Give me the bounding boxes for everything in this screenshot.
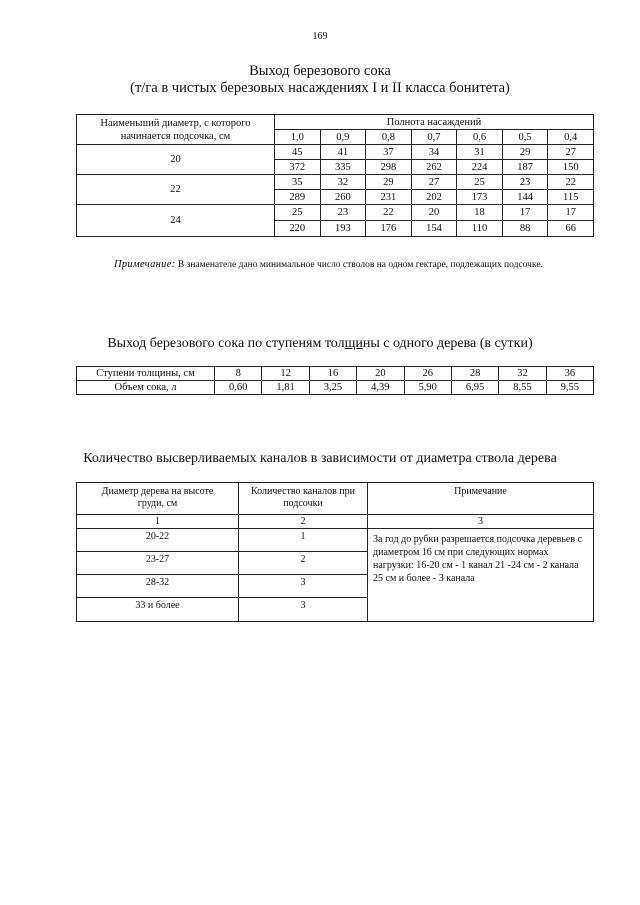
trees-cell: 173 — [457, 190, 503, 205]
volume-cell: 1,81 — [262, 381, 309, 395]
yield-cell: 18 — [457, 205, 503, 221]
col-number: 3 — [368, 515, 594, 529]
volume-cell: 9,55 — [546, 381, 593, 395]
volume-cell: 0,60 — [215, 381, 262, 395]
thickness-cell: 28 — [451, 367, 498, 381]
header-min-diameter: Наименьший диаметр, с которого начинается подсочка, см — [77, 115, 275, 145]
table1-title-line2: (т/га в чистых березовых насаждениях I и II класса бонитета) — [130, 80, 510, 96]
col-number: 1 — [77, 515, 239, 529]
trees-cell: 187 — [502, 160, 548, 175]
table3-title: Количество высверливаемых каналов в зависимости от диаметра ствола дерева — [83, 451, 557, 466]
density-col: 0,5 — [502, 130, 548, 145]
yield-cell: 32 — [320, 175, 366, 190]
trees-cell: 372 — [275, 160, 321, 175]
trees-cell: 231 — [366, 190, 412, 205]
yield-cell: 41 — [320, 145, 366, 160]
note-text: В знаменателе дано минимальное число стволов на одном гектаре, подлежащих подсочке. — [175, 260, 543, 270]
header-note: Примечание — [368, 483, 594, 515]
header-density: Полнота насаждений — [275, 115, 594, 130]
row-label-thickness: Ступени толщины, см — [77, 367, 215, 381]
yield-cell: 23 — [320, 205, 366, 221]
density-col: 1,0 — [275, 130, 321, 145]
trees-cell: 202 — [411, 190, 457, 205]
yield-cell: 45 — [275, 145, 321, 160]
yield-cell: 20 — [411, 205, 457, 221]
yield-cell: 17 — [502, 205, 548, 221]
yield-cell: 25 — [275, 205, 321, 221]
yield-cell: 25 — [457, 175, 503, 190]
yield-cell: 35 — [275, 175, 321, 190]
thickness-cell: 20 — [357, 367, 404, 381]
trees-cell: 110 — [457, 221, 503, 237]
density-col: 0,6 — [457, 130, 503, 145]
trees-cell: 298 — [366, 160, 412, 175]
table2-title-pre: Выход березового сока по ступеням тол — [107, 336, 345, 351]
yield-cell: 37 — [366, 145, 412, 160]
channels-note: За год до рубки разрешается подсочка деревьев с диаметром 16 см при следующих нормах нагрузки: 16-20 см - 1 канал 21 -24 см - 2 канала 25 см и более - 3 канала — [368, 529, 594, 622]
diameter-range-cell: 20-22 — [77, 529, 239, 552]
diameter-cell: 22 — [77, 175, 275, 205]
yield-cell: 27 — [548, 145, 594, 160]
volume-cell: 4,39 — [357, 381, 404, 395]
row-label-volume: Объем сока, л — [77, 381, 215, 395]
thickness-cell: 12 — [262, 367, 309, 381]
yield-cell: 22 — [548, 175, 594, 190]
col-number: 2 — [239, 515, 368, 529]
channels-table — [76, 482, 594, 622]
yield-cell: 23 — [502, 175, 548, 190]
thickness-cell: 26 — [404, 367, 451, 381]
sap-per-tree-table — [76, 366, 594, 395]
thickness-cell: 36 — [546, 367, 593, 381]
yield-cell: 22 — [366, 205, 412, 221]
page-number: 169 — [312, 31, 328, 42]
volume-cell: 5,90 — [404, 381, 451, 395]
density-col: 0,4 — [548, 130, 594, 145]
header-tree-diameter: Диаметр дерева на высоте груди, см — [77, 483, 239, 515]
trees-cell: 335 — [320, 160, 366, 175]
density-col: 0,9 — [320, 130, 366, 145]
density-col: 0,8 — [366, 130, 412, 145]
diameter-cell: 24 — [77, 205, 275, 237]
yield-cell: 27 — [411, 175, 457, 190]
trees-cell: 150 — [548, 160, 594, 175]
diameter-cell: 20 — [77, 145, 275, 175]
trees-cell: 193 — [320, 221, 366, 237]
table1-note — [76, 258, 594, 272]
sap-yield-table — [76, 114, 594, 237]
trees-cell: 154 — [411, 221, 457, 237]
yield-cell: 29 — [366, 175, 412, 190]
density-col: 0,7 — [411, 130, 457, 145]
channels-cell: 3 — [239, 598, 368, 622]
diameter-range-cell: 23-27 — [77, 552, 239, 575]
trees-cell: 66 — [548, 221, 594, 237]
channels-cell: 2 — [239, 552, 368, 575]
trees-cell: 176 — [366, 221, 412, 237]
yield-cell: 17 — [548, 205, 594, 221]
yield-cell: 34 — [411, 145, 457, 160]
table2-title-mid: щи — [344, 336, 363, 351]
thickness-cell: 32 — [499, 367, 546, 381]
trees-cell: 224 — [457, 160, 503, 175]
yield-cell: 29 — [502, 145, 548, 160]
volume-cell: 6,95 — [451, 381, 498, 395]
diameter-range-cell: 33 и более — [77, 598, 239, 622]
diameter-range-cell: 28-32 — [77, 575, 239, 598]
trees-cell: 144 — [502, 190, 548, 205]
trees-cell: 289 — [275, 190, 321, 205]
header-channels-count: Количество каналов при подсочки — [239, 483, 368, 515]
volume-cell: 8,55 — [499, 381, 546, 395]
table1-title-line1: Выход березового сока — [249, 63, 391, 79]
yield-cell: 31 — [457, 145, 503, 160]
volume-cell: 3,25 — [309, 381, 356, 395]
trees-cell: 260 — [320, 190, 366, 205]
trees-cell: 88 — [502, 221, 548, 237]
note-label: Примечание: — [114, 259, 176, 270]
channels-cell: 1 — [239, 529, 368, 552]
table2-title — [0, 336, 640, 352]
table1-title — [0, 63, 640, 97]
table2-title-post: ны с одного дерева (в сутки) — [362, 336, 533, 351]
thickness-cell: 16 — [309, 367, 356, 381]
trees-cell: 115 — [548, 190, 594, 205]
trees-cell: 262 — [411, 160, 457, 175]
thickness-cell: 8 — [215, 367, 262, 381]
channels-cell: 3 — [239, 575, 368, 598]
trees-cell: 220 — [275, 221, 321, 237]
